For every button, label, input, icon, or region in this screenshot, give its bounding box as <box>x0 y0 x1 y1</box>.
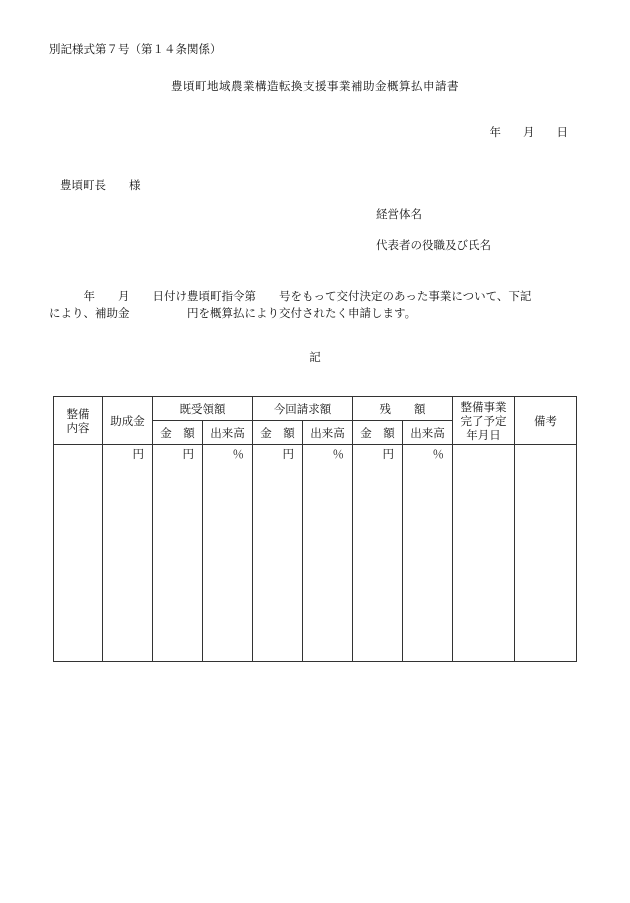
subheader-received-amount: 金 額 <box>153 421 203 445</box>
addressee: 豊頃町長 様 <box>60 178 141 192</box>
header-completion: 整備事業 完了予定 年月日 <box>453 397 515 445</box>
header-item: 整備 内容 <box>54 397 103 445</box>
header-subsidy: 助成金 <box>103 397 153 445</box>
application-body <box>49 288 579 322</box>
cell-remaining-amount-unit: 円 <box>353 445 403 662</box>
document-title: 豊頃町地域農業構造転換支援事業補助金概算払申請書 <box>171 79 459 93</box>
table-row <box>54 445 577 662</box>
subheader-current-output: 出来高 <box>303 421 353 445</box>
ki-heading: 記 <box>309 350 321 364</box>
subheader-received-output: 出来高 <box>203 421 253 445</box>
header-remaining: 残 額 <box>353 397 453 421</box>
subheader-current-amount: 金 額 <box>253 421 303 445</box>
representative-label: 代表者の役職及び氏名 <box>376 238 491 252</box>
body-line-2: により、補助金 円を概算払により交付されたく申請します。 <box>49 306 417 320</box>
cell-subsidy-unit: 円 <box>103 445 153 662</box>
cell-remaining-output-unit: ％ <box>403 445 453 662</box>
cell-current-output-unit: ％ <box>303 445 353 662</box>
date-year: 年 <box>489 125 501 139</box>
cell-item <box>54 445 103 662</box>
payment-table <box>53 396 577 662</box>
header-remarks: 備考 <box>515 397 577 445</box>
date-month: 月 <box>523 125 535 139</box>
cell-received-output-unit: ％ <box>203 445 253 662</box>
subheader-remaining-amount: 金 額 <box>353 421 403 445</box>
cell-completion <box>453 445 515 662</box>
form-number: 別記様式第７号（第１４条関係） <box>49 42 222 56</box>
header-current: 今回請求額 <box>253 397 353 421</box>
date-day: 日 <box>556 125 568 139</box>
date-line <box>490 127 569 139</box>
cell-current-amount-unit: 円 <box>253 445 303 662</box>
subheader-remaining-output: 出来高 <box>403 421 453 445</box>
header-received: 既受領額 <box>153 397 253 421</box>
cell-remarks <box>515 445 577 662</box>
cell-received-amount-unit: 円 <box>153 445 203 662</box>
body-line-1: 年 月 日付け豊頃町指令第 号をもって交付決定のあった事業について、下記 <box>49 289 532 303</box>
organization-label: 経営体名 <box>376 207 422 221</box>
